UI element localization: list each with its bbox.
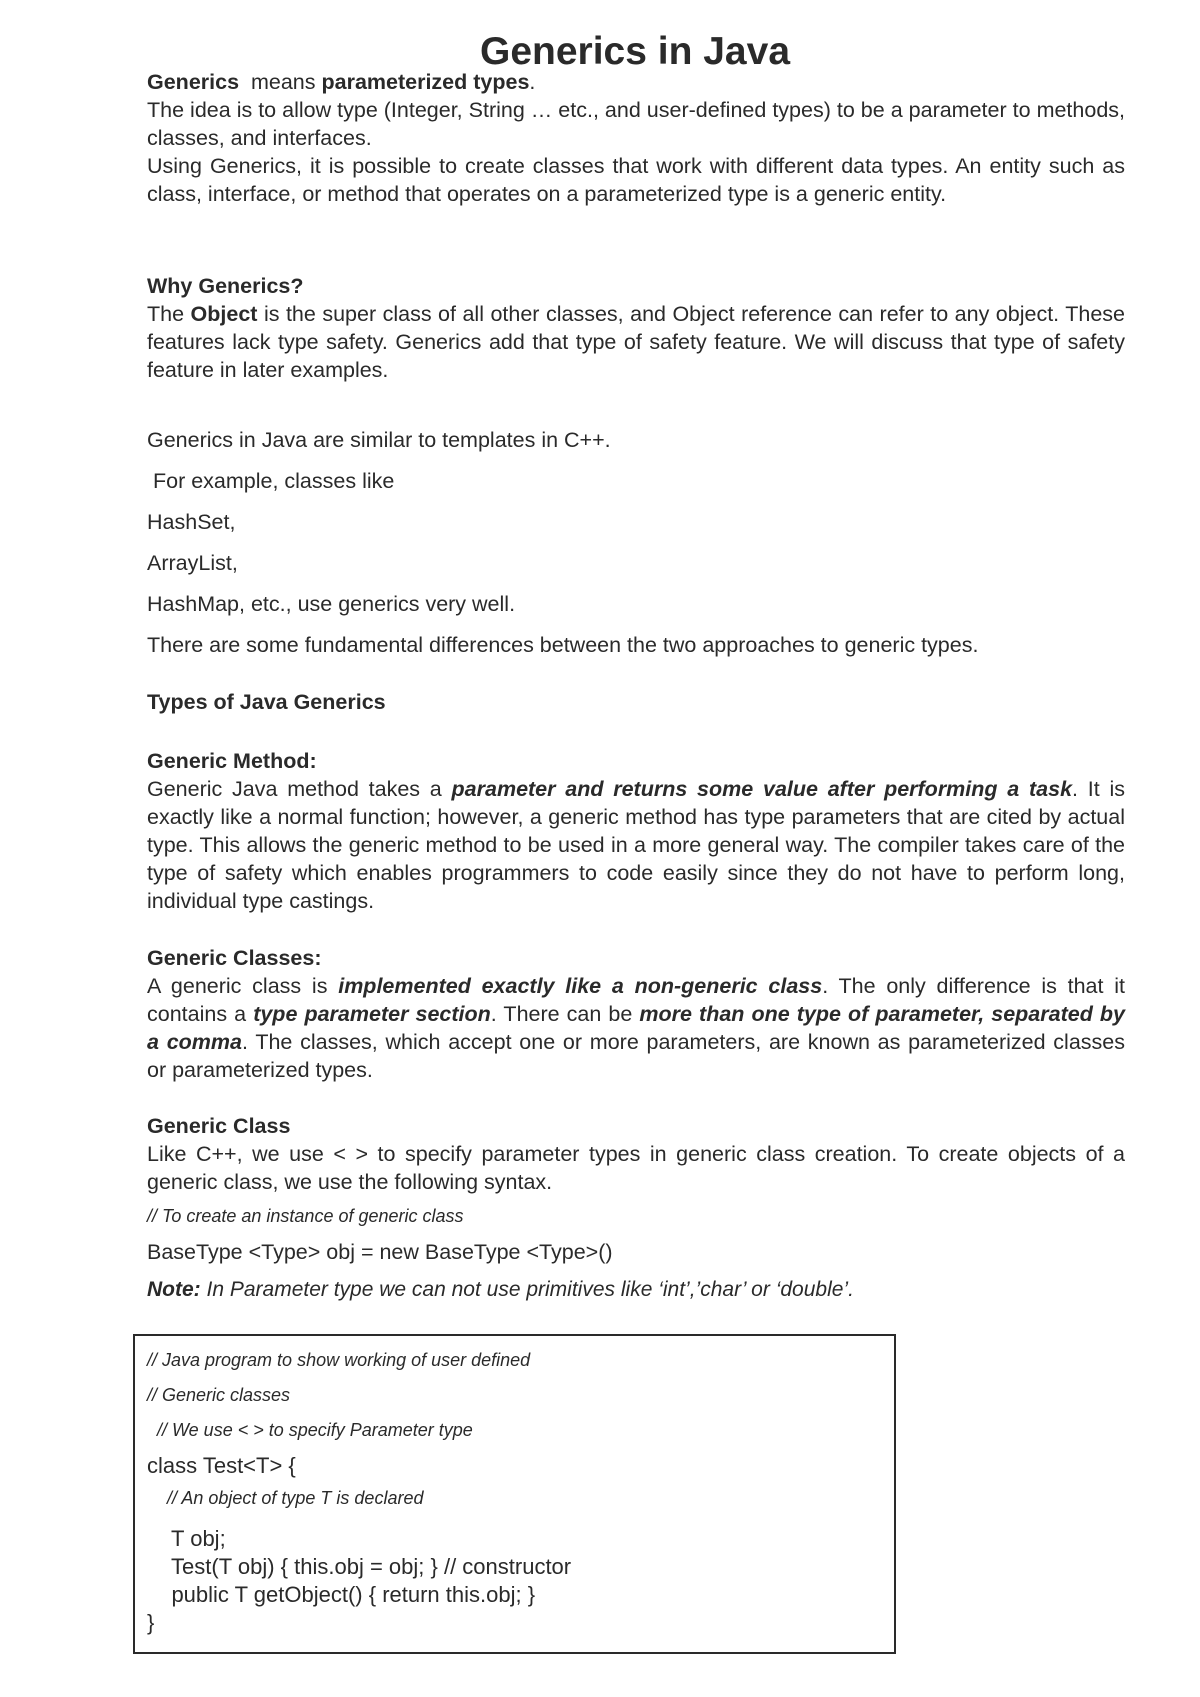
classes-emphasis-3: more than one type of parameter, separated by a comma	[147, 1002, 1125, 1054]
instance-comment: // To create an instance of generic class	[147, 1206, 464, 1226]
classes-emphasis-2: type parameter section	[253, 1002, 491, 1026]
intro-section	[147, 68, 1125, 208]
method-emphasis: parameter and returns some value after performing a task	[451, 777, 1073, 801]
why-generics-section	[147, 272, 1125, 384]
differences-line: There are some fundamental differences between the two approaches to generic types.	[147, 633, 979, 657]
classes-post-text: . The classes, which accept one or more parameters, are known as parameterized classes or parameterized types.	[147, 1030, 1125, 1082]
note-label: Note:	[147, 1278, 201, 1301]
generic-method-section	[147, 747, 1125, 915]
code-comment-4: // An object of type T is declared	[147, 1488, 424, 1508]
intro-definition	[147, 68, 1125, 96]
types-heading: Types of Java Generics	[147, 690, 386, 714]
code-line-class: class Test<T> {	[147, 1453, 296, 1478]
why-generics-paragraph	[147, 300, 1125, 384]
code-line-field: T obj;	[147, 1526, 226, 1551]
means-text: means	[239, 70, 322, 94]
arraylist-line: ArrayList,	[147, 551, 238, 575]
page-title: Generics in Java	[479, 30, 791, 73]
generic-classes-section	[147, 944, 1125, 1084]
intro-paragraph-1: The idea is to allow type (Integer, String … etc., and user-defined types) to be a parameter to methods, classes, and interfaces.	[147, 98, 1125, 150]
types-section	[147, 688, 1125, 716]
generic-class-paragraph: Like C++, we use < > to specify parameter types in generic class creation. To create objects of a generic class, we use the following syntax.	[147, 1142, 1125, 1194]
code-comment-3: // We use < > to specify Parameter type	[147, 1420, 473, 1440]
hashset-line: HashSet,	[147, 510, 236, 534]
code-comment-2: // Generic classes	[147, 1385, 291, 1405]
hashmap-line: HashMap, etc., use generics very well.	[147, 592, 516, 616]
method-pre-text: Generic Java method takes a	[147, 777, 452, 801]
generic-method-paragraph	[147, 775, 1125, 915]
note-line	[147, 1276, 1125, 1304]
why-generics-heading: Why Generics?	[147, 274, 304, 298]
period: .	[529, 70, 536, 94]
code-example-box	[133, 1334, 896, 1654]
code-line-constructor: Test(T obj) { this.obj = obj; } // constructor	[147, 1554, 572, 1579]
intro-paragraph-2: Using Generics, it is possible to create classes that work with different data types. An entity such as class, interface, or method that operates on a parameterized type is a generic entity.	[147, 154, 1125, 206]
classes-pre-text: A generic class is	[147, 974, 339, 998]
generic-class-section	[147, 1112, 1125, 1304]
object-term: Object	[190, 302, 258, 326]
generic-method-heading: Generic Method:	[147, 749, 317, 773]
classes-emphasis-1: implemented exactly like a non-generic class	[338, 974, 823, 998]
generics-term: Generics	[147, 70, 240, 94]
generic-classes-paragraph	[147, 972, 1125, 1084]
templates-section	[147, 426, 1125, 659]
why-pre-text: The	[147, 302, 191, 326]
classes-mid-text-1: . The only difference is that it contains a	[147, 974, 1125, 1026]
generic-class-heading: Generic Class	[147, 1114, 291, 1138]
why-post-text: is the super class of all other classes, and Object reference can refer to any object. These features lack type safety. Generics add that type of safety feature. We will discuss that type of safety feature in later examples.	[147, 302, 1126, 382]
templates-line: Generics in Java are similar to templates in C++.	[147, 428, 611, 452]
code-line-getter: public T getObject() { return this.obj; }	[147, 1582, 536, 1607]
note-text: In Parameter type we can not use primitives like ‘int’,’char’ or ‘double’.	[200, 1278, 854, 1301]
code-line-close: }	[147, 1610, 155, 1635]
generic-classes-heading: Generic Classes:	[147, 946, 322, 970]
method-post-text: . It is exactly like a normal function; however, a generic method has type parameters that are cited by actual type. This allows the generic method to be used in a more general way. The compiler takes care of the type of safety which enables programmers to code easily since they do not have to perform long, individual type castings.	[147, 777, 1126, 913]
example-line: For example, classes like	[147, 469, 395, 493]
classes-mid-text-2: . There can be	[490, 1002, 640, 1026]
code-comment-1: // Java program to show working of user defined	[147, 1350, 531, 1370]
syntax-line: BaseType <Type> obj = new BaseType <Type>()	[147, 1240, 613, 1264]
parameterized-types-term: parameterized types	[321, 70, 530, 94]
